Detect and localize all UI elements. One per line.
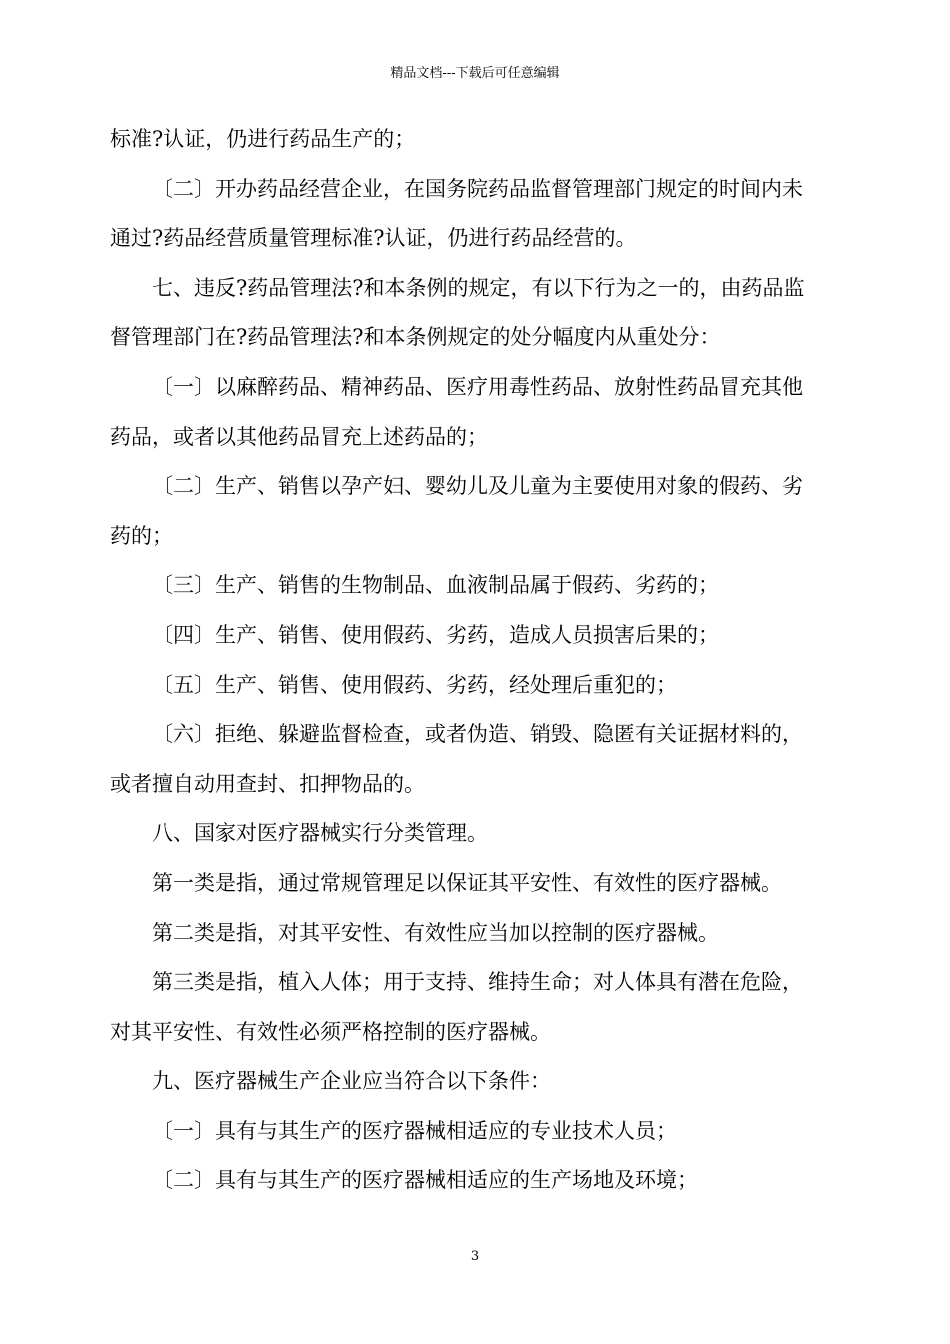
- paragraph-line: 标准?认证，仍进行药品生产的；: [110, 127, 416, 151]
- paragraph-line: 〔一〕以麻醉药品、精神药品、医疗用毒性药品、放射性药品冒充其他: [152, 374, 803, 399]
- paragraph-line: 七、违反?药品管理法?和本条例的规定，有以下行为之一的，由药品监: [152, 275, 805, 300]
- document-body: [110, 120, 850, 1211]
- paragraph-line: 〔二〕生产、销售以孕产妇、婴幼儿及儿童为主要使用对象的假药、劣: [152, 474, 803, 499]
- paragraph-line: 〔五〕生产、销售、使用假药、劣药，经处理后重犯的；: [152, 672, 677, 697]
- paragraph-line: 〔二〕开办药品经营企业，在国务院药品监督管理部门规定的时间内未: [152, 176, 803, 201]
- page-number: 3: [470, 1249, 480, 1264]
- paragraph-line: 第一类是指，通过常规管理足以保证其平安性、有效性的医疗器械。: [152, 870, 782, 895]
- paragraph-line: 药的；: [110, 523, 173, 548]
- paragraph-line: 〔二〕具有与其生产的医疗器械相适应的生产场地及环境；: [152, 1168, 698, 1193]
- paragraph-line: 八、国家对医疗器械实行分类管理。: [152, 821, 488, 846]
- paragraph-line: 九、医疗器械生产企业应当符合以下条件：: [152, 1069, 551, 1094]
- paragraph-line: 或者擅自动用查封、扣押物品的。: [110, 771, 425, 796]
- paragraph-line: 第三类是指，植入人体；用于支持、维持生命；对人体具有潜在危险，: [152, 970, 803, 995]
- paragraph-line: 通过?药品经营质量管理标准?认证，仍进行药品经营的。: [110, 226, 637, 251]
- paragraph-line: 第二类是指，对其平安性、有效性应当加以控制的医疗器械。: [152, 920, 719, 945]
- paragraph-line: 〔三〕生产、销售的生物制品、血液制品属于假药、劣药的；: [152, 573, 719, 598]
- paragraph-line: 〔六〕拒绝、躲避监督检查，或者伪造、销毁、隐匿有关证据材料的，: [152, 722, 803, 747]
- page-header: 精品文档---下载后可任意编辑: [390, 66, 560, 81]
- paragraph-line: 药品，或者以其他药品冒充上述药品的；: [110, 424, 488, 449]
- paragraph-line: 〔四〕生产、销售、使用假药、劣药，造成人员损害后果的；: [152, 622, 719, 647]
- paragraph-line: 〔一〕具有与其生产的医疗器械相适应的专业技术人员；: [152, 1118, 677, 1143]
- paragraph-line: 督管理部门在?药品管理法?和本条例规定的处分幅度内从重处分：: [110, 325, 721, 350]
- paragraph-line: 对其平安性、有效性必须严格控制的医疗器械。: [110, 1019, 551, 1044]
